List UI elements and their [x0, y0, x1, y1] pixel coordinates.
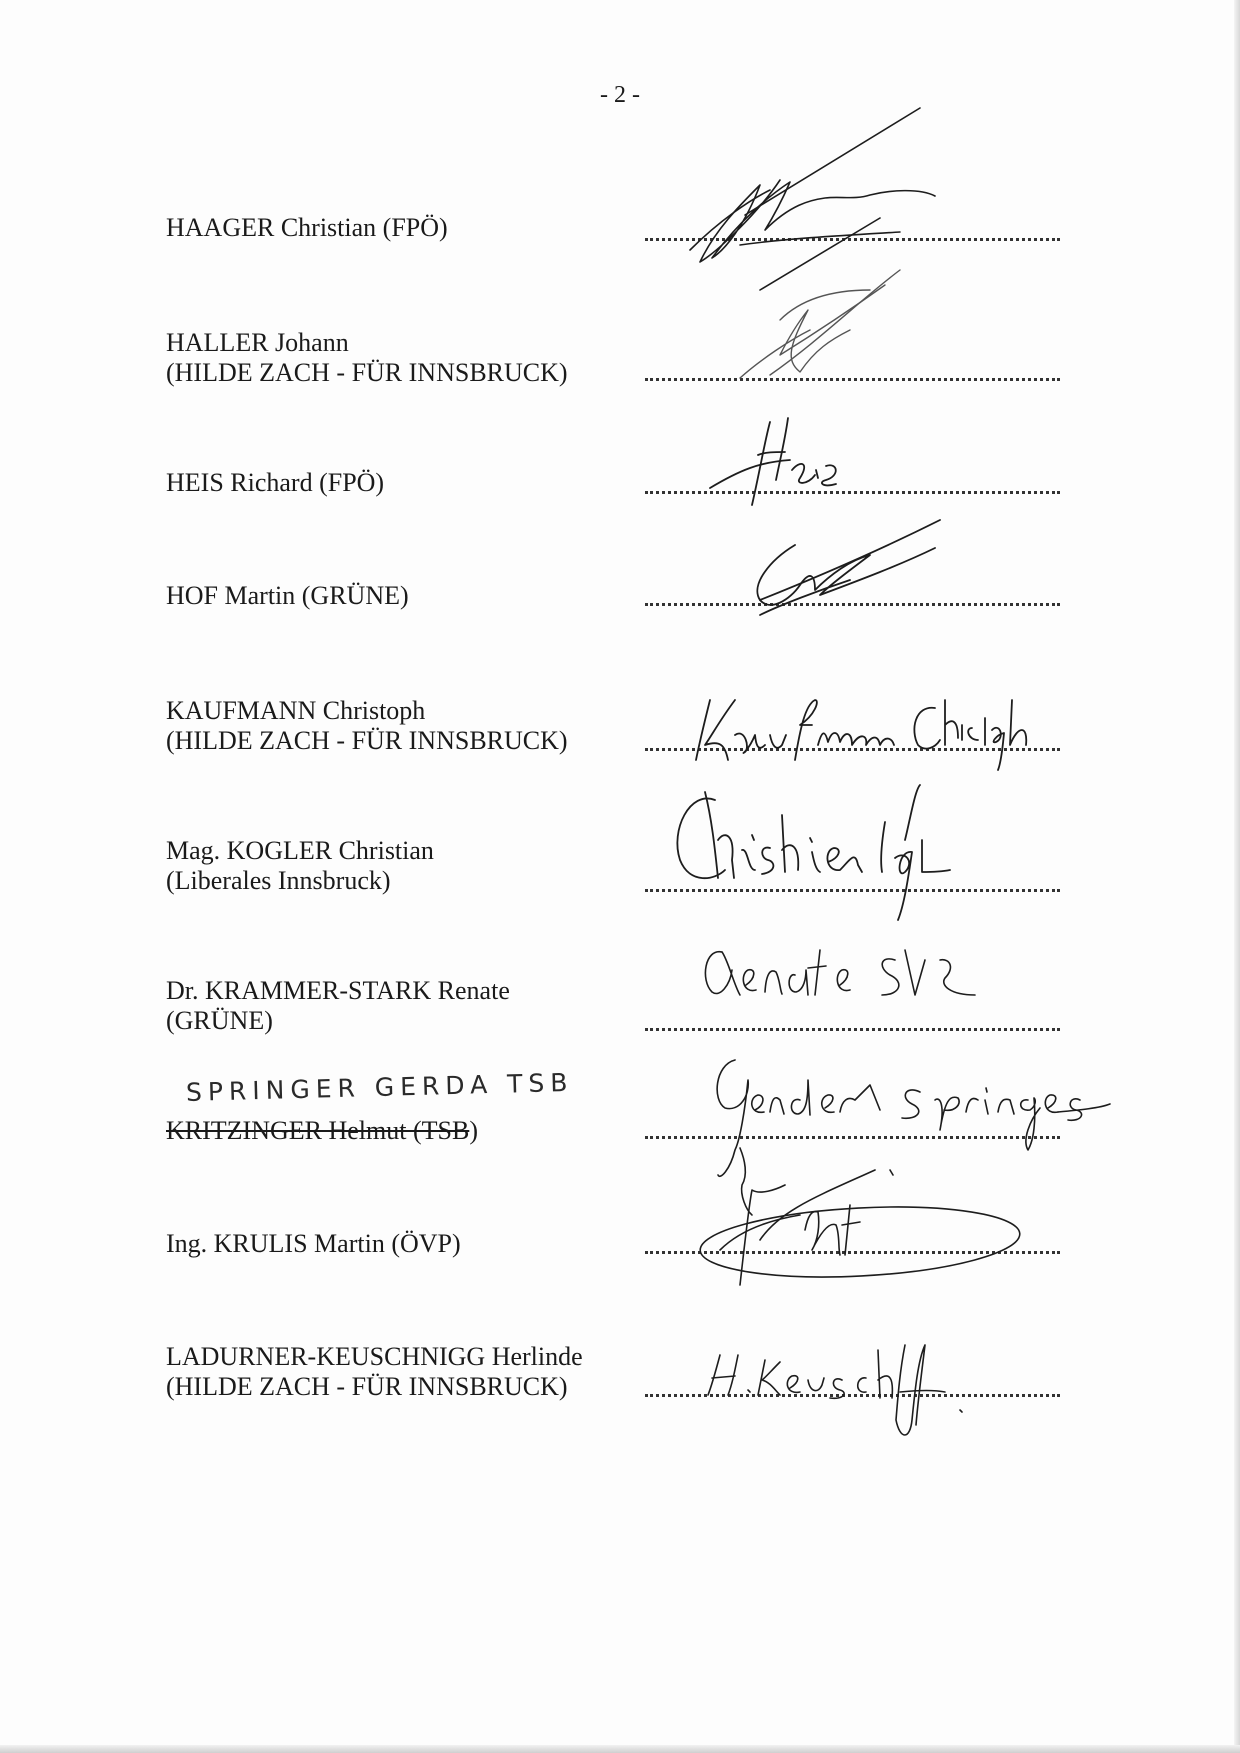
signature-line	[645, 883, 1060, 892]
member-name: KAUFMANN Christoph	[166, 696, 426, 725]
signature-line	[645, 1130, 1060, 1139]
member-entry	[166, 213, 448, 243]
handwritten-correction: SPRINGER GERDA TSB	[185, 1067, 574, 1107]
member-party: (HILDE ZACH - FÜR INNSBRUCK)	[166, 358, 568, 387]
page-number: - 2 -	[600, 82, 640, 108]
member-name: Dr. KRAMMER-STARK Renate	[166, 976, 510, 1005]
member-entry	[166, 468, 384, 498]
member-name: LADURNER-KEUSCHNIGG Herlinde	[166, 1342, 583, 1371]
page-edge	[1234, 0, 1240, 1753]
member-entry	[166, 976, 510, 1036]
member-name: HAAGER Christian (FPÖ)	[166, 213, 448, 242]
signature-line	[645, 597, 1060, 606]
signature-krammer-stark	[705, 950, 975, 995]
member-entry	[166, 696, 568, 756]
signature-haller	[740, 270, 900, 378]
member-party: (HILDE ZACH - FÜR INNSBRUCK)	[166, 1372, 568, 1401]
member-entry	[166, 836, 434, 896]
member-party-closing: )	[469, 1116, 478, 1145]
signature-line	[645, 232, 1060, 241]
member-party: (HILDE ZACH - FÜR INNSBRUCK)	[166, 726, 568, 755]
member-party: (Liberales Innsbruck)	[166, 866, 391, 895]
signature-line	[645, 1245, 1060, 1254]
member-name: HALLER Johann	[166, 328, 349, 357]
member-entry	[166, 1342, 583, 1402]
member-name-struck: KRITZINGER Helmut (TSB	[166, 1116, 470, 1145]
member-entry	[166, 1229, 461, 1259]
signature-line	[645, 742, 1060, 751]
signature-line	[645, 1022, 1060, 1031]
signature-krulis	[698, 1170, 1021, 1285]
member-name: HEIS Richard (FPÖ)	[166, 468, 385, 497]
member-name: HOF Martin (GRÜNE)	[166, 581, 409, 610]
signature-line	[645, 1388, 1060, 1397]
signature-haager	[690, 108, 935, 290]
member-entry	[166, 328, 568, 388]
signature-kaufmann	[696, 700, 1026, 770]
signature-kogler	[677, 785, 950, 920]
member-entry	[166, 581, 409, 611]
signature-line	[645, 372, 1060, 381]
member-name: Ing. KRULIS Martin (ÖVP)	[166, 1229, 461, 1258]
member-name: Mag. KOGLER Christian	[166, 836, 434, 865]
page-edge	[0, 1745, 1240, 1753]
member-party: (GRÜNE)	[166, 1006, 273, 1035]
signature-line	[645, 485, 1060, 494]
member-entry	[166, 1116, 478, 1146]
